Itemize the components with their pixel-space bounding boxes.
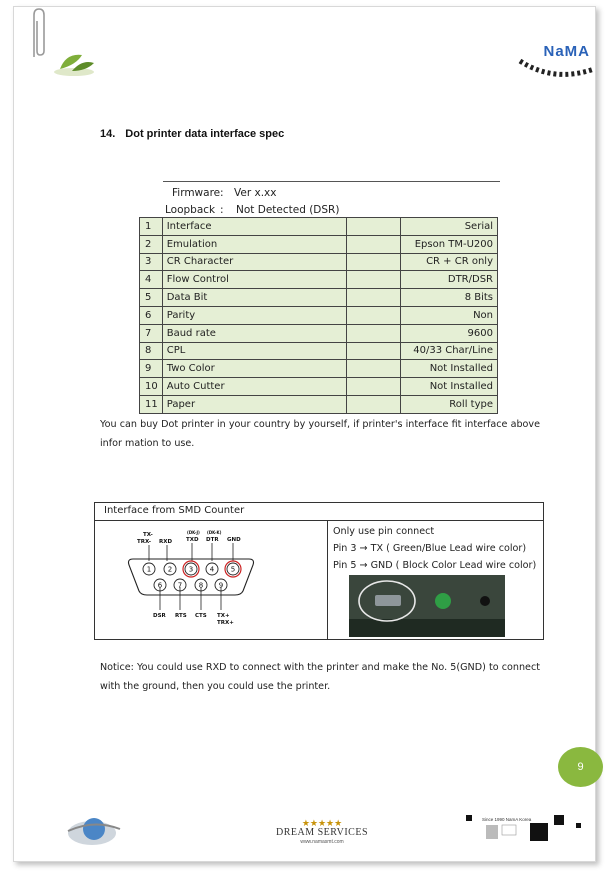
firmware-value: Ver x.xx bbox=[234, 187, 277, 199]
firmware-divider bbox=[163, 181, 500, 182]
dream-services-text: DREAM SERVICES bbox=[275, 827, 369, 838]
firmware-label: Firmware bbox=[172, 187, 221, 199]
stars-icon: ★★★★★ bbox=[301, 818, 343, 828]
loopback-label: Loopback bbox=[165, 204, 216, 216]
spec-row-label: Flow Control bbox=[162, 271, 346, 289]
spec-row bbox=[140, 253, 498, 271]
page-number-badge: 9 bbox=[558, 747, 603, 787]
gear-arc-icon bbox=[514, 57, 600, 85]
spec-row-number: 6 bbox=[140, 306, 163, 324]
loopback-value: Not Detected (DSR) bbox=[236, 204, 340, 216]
label-dtr: DTR bbox=[206, 537, 219, 543]
pin-4: 4 bbox=[209, 565, 215, 574]
pin-6: 6 bbox=[157, 581, 163, 590]
spec-row-value: Serial bbox=[400, 218, 497, 236]
spec-row-label: Parity bbox=[162, 306, 346, 324]
since-text: Since 1990 NamA Korea bbox=[482, 817, 532, 822]
pin-1: 1 bbox=[146, 565, 152, 574]
spec-row bbox=[140, 324, 498, 342]
spec-row bbox=[140, 360, 498, 378]
nama-logo bbox=[514, 43, 604, 85]
label-trx-minus: TRX- bbox=[137, 539, 152, 545]
pin-notes bbox=[333, 523, 543, 574]
paperclip-icon bbox=[28, 7, 50, 65]
spec-row-label: Baud rate bbox=[162, 324, 346, 342]
pin-9: 9 bbox=[218, 581, 224, 590]
pin-2: 2 bbox=[167, 565, 173, 574]
label-dsr: DSR bbox=[153, 613, 166, 619]
spec-row-number: 10 bbox=[140, 378, 163, 396]
pin-5: 5 bbox=[230, 565, 236, 574]
label-cts: CTS bbox=[195, 613, 207, 619]
spec-row-blank bbox=[346, 395, 400, 413]
spec-row bbox=[140, 378, 498, 396]
buy-note: You can buy Dot printer in your country by yourself, if printer's interface fit interface above infor mation to use. bbox=[100, 419, 540, 449]
spec-table-body bbox=[140, 218, 498, 414]
spec-row-blank bbox=[346, 289, 400, 307]
spec-row-value: Non bbox=[400, 306, 497, 324]
spec-row-label: Two Color bbox=[162, 360, 346, 378]
spec-row-number: 5 bbox=[140, 289, 163, 307]
spec-row-number: 2 bbox=[140, 235, 163, 253]
spec-row-blank bbox=[346, 324, 400, 342]
label-gnd: GND bbox=[227, 537, 241, 543]
spec-row-number: 8 bbox=[140, 342, 163, 360]
section-title: Dot printer data interface spec bbox=[125, 128, 285, 140]
spec-row-label: Paper bbox=[162, 395, 346, 413]
website-text: www.namasmt.com bbox=[300, 839, 344, 845]
spec-row-value: Epson TM-U200 bbox=[400, 235, 497, 253]
spec-row-label: Interface bbox=[162, 218, 346, 236]
label-tx-plus: TX+ bbox=[217, 613, 230, 619]
interface-box bbox=[94, 502, 544, 640]
spec-row-value: 40/33 Char/Line bbox=[400, 342, 497, 360]
spec-row-label: CR Character bbox=[162, 253, 346, 271]
spec-row bbox=[140, 289, 498, 307]
spec-row bbox=[140, 271, 498, 289]
label-txd: TXD bbox=[186, 537, 199, 543]
spec-row-blank bbox=[346, 271, 400, 289]
document-page bbox=[13, 6, 596, 862]
notice-text: Notice: You could use RXD to connect with the printer and make the No. 5(GND) to connect with the ground, then you could use the printer. bbox=[100, 662, 540, 692]
pin-3: 3 bbox=[188, 565, 194, 574]
label-tx-minus: TX- bbox=[143, 532, 153, 538]
spec-row bbox=[140, 306, 498, 324]
section-number: 14. bbox=[100, 128, 116, 140]
section-heading bbox=[100, 128, 294, 140]
note-pin-5: Pin 5 → GND ( Block Color Lead wire color) bbox=[333, 560, 537, 571]
nama-logo-text: NaMA bbox=[543, 43, 590, 60]
spec-row-value: 8 Bits bbox=[400, 289, 497, 307]
spec-row-number: 3 bbox=[140, 253, 163, 271]
spec-row-number: 11 bbox=[140, 395, 163, 413]
label-rts: RTS bbox=[175, 613, 187, 619]
leaf-logo-icon bbox=[52, 49, 98, 79]
spec-row-number: 1 bbox=[140, 218, 163, 236]
spec-row bbox=[140, 218, 498, 236]
since-logo bbox=[460, 813, 590, 843]
spec-row-label: CPL bbox=[162, 342, 346, 360]
interface-box-title: Interface from SMD Counter bbox=[95, 503, 543, 521]
pin-8: 8 bbox=[198, 581, 204, 590]
spec-row-blank bbox=[346, 218, 400, 236]
spec-row bbox=[140, 395, 498, 413]
spec-row-blank bbox=[346, 360, 400, 378]
spec-row-label: Emulation bbox=[162, 235, 346, 253]
spec-row-blank bbox=[346, 253, 400, 271]
loopback-separator: : bbox=[220, 204, 224, 216]
spec-row-label: Auto Cutter bbox=[162, 378, 346, 396]
spec-row-number: 9 bbox=[140, 360, 163, 378]
firmware-separator: : bbox=[220, 187, 224, 199]
spec-row-value: Not Installed bbox=[400, 360, 497, 378]
db9-pinout-diagram bbox=[109, 527, 321, 635]
connector-photo bbox=[349, 575, 505, 637]
globe-logo-icon bbox=[64, 815, 124, 847]
spec-row-blank bbox=[346, 342, 400, 360]
spec-row-value: Not Installed bbox=[400, 378, 497, 396]
spec-row-number: 4 bbox=[140, 271, 163, 289]
spec-row-number: 7 bbox=[140, 324, 163, 342]
spec-row-blank bbox=[346, 235, 400, 253]
spec-row-value: 9600 bbox=[400, 324, 497, 342]
spec-row-label: Data Bit bbox=[162, 289, 346, 307]
interface-box-divider bbox=[327, 521, 328, 639]
spec-table bbox=[139, 217, 498, 414]
spec-row-value: DTR/DSR bbox=[400, 271, 497, 289]
label-trx-plus: TRX+ bbox=[217, 620, 234, 626]
pin-7: 7 bbox=[177, 581, 183, 590]
spec-row-blank bbox=[346, 306, 400, 324]
spec-row-value: CR + CR only bbox=[400, 253, 497, 271]
note-pin-3: Pin 3 → TX ( Green/Blue Lead wire color) bbox=[333, 543, 527, 554]
dream-services-logo bbox=[272, 819, 372, 845]
spec-row-blank bbox=[346, 378, 400, 396]
spec-row bbox=[140, 235, 498, 253]
label-dk-k: (DK-K) bbox=[207, 530, 222, 535]
label-rxd: RXD bbox=[159, 539, 173, 545]
spec-row bbox=[140, 342, 498, 360]
note-only-pin: Only use pin connect bbox=[333, 526, 435, 537]
spec-row-value: Roll type bbox=[400, 395, 497, 413]
label-dk-j: (DK-J) bbox=[187, 530, 200, 535]
